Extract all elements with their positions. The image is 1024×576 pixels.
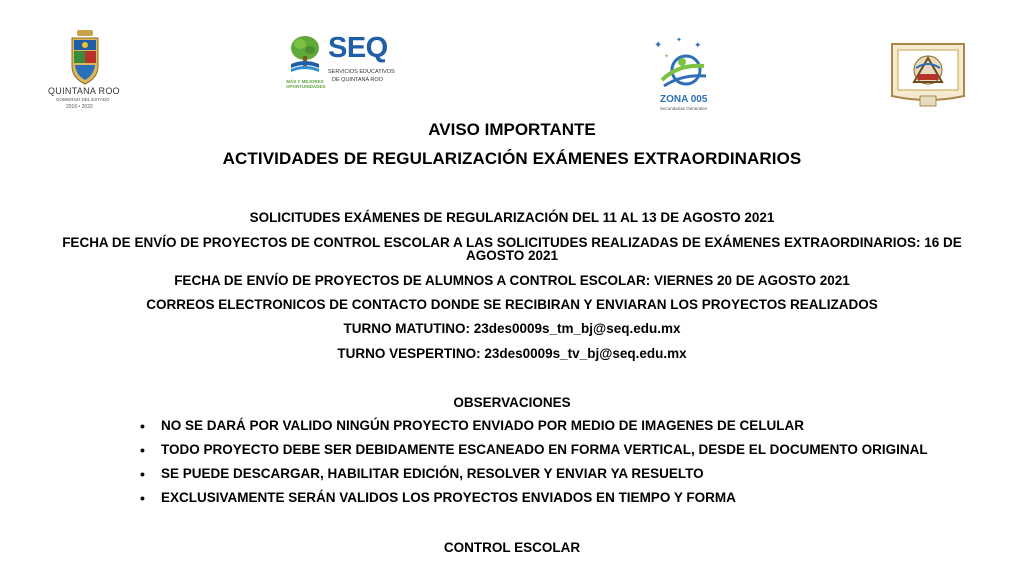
seq-tagline: MÁS Y MEJORES OPORTUNIDADES	[286, 79, 326, 89]
logo-row	[0, 0, 1024, 120]
svg-text:✦: ✦	[654, 40, 663, 51]
school-emblem-logo	[884, 38, 972, 110]
send-projects-line1: FECHA DE ENVÍO DE PROYECTOS DE CONTROL ESCOLAR A LAS SOLICITUDES REALIZADAS DE EXÁMENES EXTRAORDINARIOS: 16 DE	[62, 235, 962, 250]
seq-subtitle-line2: DE QUINTANA ROO	[332, 77, 383, 83]
quintana-roo-logo	[48, 28, 120, 118]
emails-heading: CORREOS ELECTRONICOS DE CONTACTO DONDE SE RECIBIRAN Y ENVIARAN LOS PROYECTOS REALIZADOS	[146, 297, 878, 312]
zona-005-logo	[648, 34, 718, 116]
evening-shift-email: TURNO VESPERTINO: 23des0009s_tv_bj@seq.edu.mx	[337, 346, 687, 361]
quintana-roo-years: 2016 • 2022	[66, 104, 93, 110]
seq-subtitle-line1: SERVICIOS EDUCATIVOS	[328, 69, 395, 75]
list-item: • TODO PROYECTO DEBE SER DEBIDAMENTE ESCANEADO EN FORMA VERTICAL, DESDE EL DOCUMENTO ORIGINAL	[140, 442, 928, 466]
requests-dates: SOLICITUDES EXÁMENES DE REGULARIZACIÓN DEL 11 AL 13 DE AGOSTO 2021	[249, 210, 775, 225]
tree-icon	[288, 34, 322, 78]
send-projects-line2: AGOSTO 2021	[465, 248, 559, 263]
student-projects-date: FECHA DE ENVÍO DE PROYECTOS DE ALUMNOS A CONTROL ESCOLAR: VIERNES 20 DE AGOSTO 2021	[174, 273, 850, 288]
stars-wave-icon	[648, 34, 718, 94]
zona-name: ZONA 005	[660, 94, 708, 105]
observations-list	[140, 418, 928, 514]
morning-shift-email: TURNO MATUTINO: 23des0009s_tm_bj@seq.edu.mx	[343, 321, 681, 336]
zona-subtitle: Secundarias Generales	[660, 106, 708, 111]
svg-text:✦: ✦	[694, 41, 702, 51]
list-item: • SE PUEDE DESCARGAR, HABILITAR EDICIÓN, RESOLVER Y ENVIAR YA RESUELTO	[140, 466, 928, 490]
seq-logo	[286, 30, 395, 100]
quintana-roo-name: QUINTANA ROO	[48, 86, 120, 96]
svg-text:✦: ✦	[664, 53, 670, 60]
school-emblem-icon	[884, 38, 972, 110]
quintana-roo-subtitle: GOBIERNO DEL ESTADO	[56, 97, 110, 102]
control-escolar-signature: CONTROL ESCOLAR	[443, 540, 581, 555]
page-subtitle: ACTIVIDADES DE REGULARIZACIÓN EXÁMENES EXTRAORDINARIOS	[222, 149, 802, 168]
list-item: • EXCLUSIVAMENTE SERÁN VALIDOS LOS PROYECTOS ENVIADOS EN TIEMPO Y FORMA	[140, 490, 928, 514]
list-item: • NO SE DARÁ POR VALIDO NINGÚN PROYECTO ENVIADO POR MEDIO DE IMAGENES DE CELULAR	[140, 418, 928, 442]
seq-name: SEQ	[328, 32, 388, 64]
state-coat-of-arms-icon	[54, 28, 116, 88]
page-title: AVISO IMPORTANTE	[428, 120, 596, 139]
observations-heading: OBSERVACIONES	[453, 395, 571, 410]
svg-text:✦: ✦	[676, 36, 682, 44]
